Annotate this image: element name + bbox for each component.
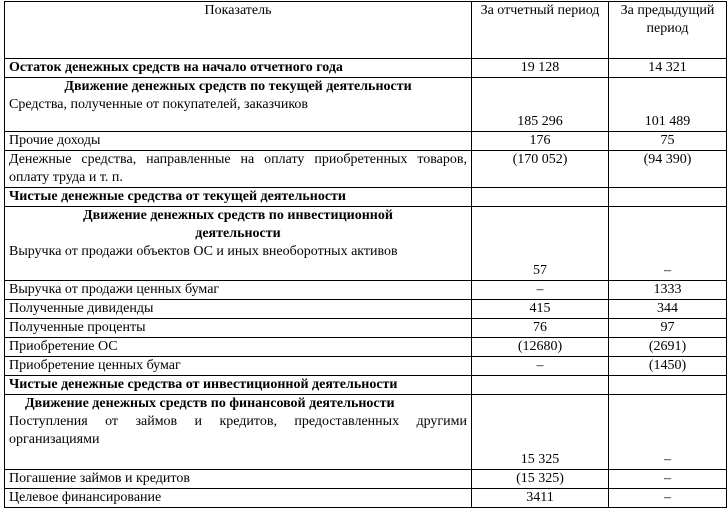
row-label: Погашение займов и кредитов: [5, 470, 472, 489]
value-current: 185 296: [472, 78, 609, 132]
value-current: 415: [472, 300, 609, 319]
value-current: [472, 188, 609, 207]
section-heading: Движение денежных средств по текущей деятельности: [64, 79, 412, 94]
value-previous: 97: [609, 319, 727, 338]
value-current: (170 052): [472, 151, 609, 188]
row-label: Чистые денежные средства от инвестиционной деятельности: [5, 376, 472, 395]
table-row: [5, 132, 727, 151]
value-previous: –: [609, 395, 727, 470]
value-current: 57: [472, 207, 609, 281]
table-row: [5, 207, 727, 281]
row-label: Полученные проценты: [5, 319, 472, 338]
row-label: Прочие доходы: [5, 132, 472, 151]
table-row: [5, 470, 727, 489]
row-label: Выручка от продажи ценных бумаг: [5, 281, 472, 300]
header-current-period: За отчетный период: [472, 2, 609, 59]
value-current: (15 325): [472, 470, 609, 489]
value-previous: 1333: [609, 281, 727, 300]
row-label-cell: [5, 207, 472, 281]
row-label: Полученные дивиденды: [5, 300, 472, 319]
table-row: [5, 319, 727, 338]
section-heading: Движение денежных средств по инвестиционной деятельности: [83, 208, 393, 241]
value-current: –: [472, 357, 609, 376]
value-current: 76: [472, 319, 609, 338]
header-previous-period: За предыдущий период: [609, 2, 727, 59]
value-current: [472, 376, 609, 395]
value-previous: [609, 376, 727, 395]
header-indicator: Показатель: [5, 2, 472, 59]
row-label: Денежные средства, направленные на оплату приобретенных товаров, оплату труда и т. п.: [5, 151, 472, 188]
value-previous: (2691): [609, 338, 727, 357]
value-previous: –: [609, 489, 727, 508]
table-row: [5, 78, 727, 132]
row-label: Выручка от продажи объектов ОС и иных внеоборотных активов: [9, 244, 398, 259]
row-label: Средства, полученные от покупателей, заказчиков: [9, 97, 309, 112]
row-label: Приобретение ОС: [5, 338, 472, 357]
value-current: (12680): [472, 338, 609, 357]
table-row: [5, 59, 727, 78]
table-row: [5, 281, 727, 300]
row-label: Чистые денежные средства от текущей деятельности: [5, 188, 472, 207]
section-heading: Движение денежных средств по финансовой деятельности: [25, 396, 395, 411]
value-previous: (94 390): [609, 151, 727, 188]
value-previous: 14 321: [609, 59, 727, 78]
value-current: 3411: [472, 489, 609, 508]
row-label: Целевое финансирование: [5, 489, 472, 508]
value-previous: –: [609, 470, 727, 489]
value-previous: 101 489: [609, 78, 727, 132]
cash-flow-table: [4, 1, 727, 508]
row-label: Остаток денежных средств на начало отчетного года: [5, 59, 472, 78]
table-row: [5, 151, 727, 188]
table-row: [5, 300, 727, 319]
value-previous: –: [609, 207, 727, 281]
value-current: –: [472, 281, 609, 300]
row-label: Поступления от займов и кредитов, предоставленных другими организациями: [9, 414, 467, 447]
value-previous: [609, 188, 727, 207]
row-label-cell: [5, 78, 472, 132]
value-previous: 344: [609, 300, 727, 319]
table-row: [5, 338, 727, 357]
table-row: [5, 188, 727, 207]
table-row: [5, 357, 727, 376]
value-previous: (1450): [609, 357, 727, 376]
value-current: 176: [472, 132, 609, 151]
row-label: Приобретение ценных бумаг: [5, 357, 472, 376]
header-row: [5, 2, 727, 59]
value-previous: 75: [609, 132, 727, 151]
value-current: 19 128: [472, 59, 609, 78]
row-label-cell: [5, 395, 472, 470]
table-row: [5, 395, 727, 470]
table-row: [5, 489, 727, 508]
value-current: 15 325: [472, 395, 609, 470]
table-row: [5, 376, 727, 395]
